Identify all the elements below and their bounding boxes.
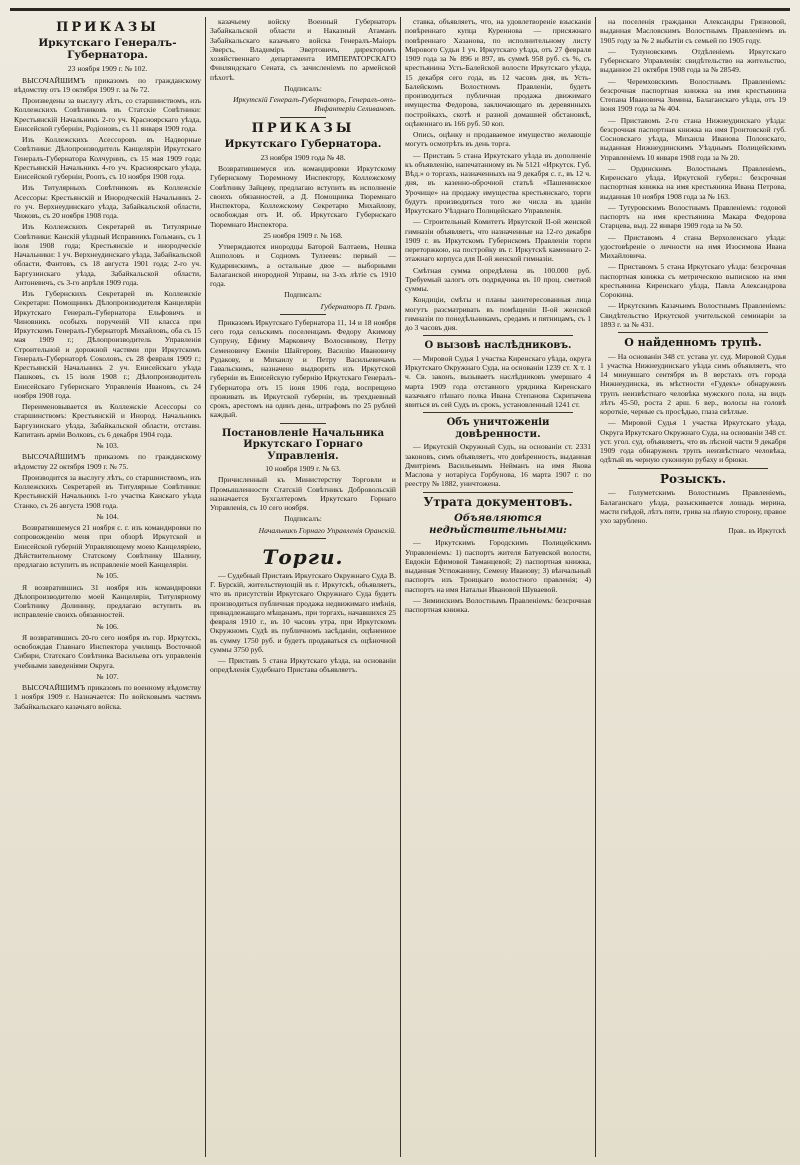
paragraph: — Приставомъ 2-го стана Нижнеудинскаго уѣзда: безсрочная паспортная книжка на имя Гронтовской губ. Сосновскаго уѣзда, Михаила Иванова Полонскаго, выданная Нижнеудинскимъ Уѣзднымъ Полицейскимъ Управленіемъ 10 января 1908 года за № 20. — [600, 115, 786, 162]
paragraph: — Иркутскій Окружный Судъ, на основаніи ст. 2331 законовъ, симъ объявляетъ, что довѣренность, выданная Дмитріемъ Васильевымъ Нейманъ на имя Якова Маслова у нотаріуса Горбунова, 16 марта 1907 г. по реестру № 1882, уничтожена. — [405, 442, 591, 489]
paragraph: Утверждаются инородцы Баторой Балтаевъ, Нешка Ашполовъ и Содномъ Тулзеевъ: первый — Кударинскимъ, а остальные двое — выборными Балаганской инородной Управы, на 3-хъ лѣтіе съ 1910 года. — [210, 242, 396, 289]
divider — [423, 492, 573, 493]
order-number: № 105. — [96, 571, 119, 581]
paragraph: Я возвратившись 20-го сего ноября въ гор. Иркутскъ, освобождая Главнаго Инспектора училищъ Восточной Сибири, Статскаго Совѣтника Васильева отъ управленія учебными заведеніями Округа. — [14, 632, 201, 670]
divider — [423, 335, 573, 336]
paragraph: — На основаніи 348 ст. устава уг. суд. Мировой Судья 1 участка Нижнеудинскаго уѣзда симъ объявляетъ, что 14 минувшаго сентября въ 8 верстахъ отъ города Нижнеудинска, въ мѣстности «Гудекъ» обнаруженъ трупъ неизвѣстнаго человѣка мужского пола, на видъ лѣтъ 45-50, роста 2 арш. 6 вер., волосы на головѣ короткіе, черные съ просѣдью, глаза свѣтлые. — [600, 351, 786, 417]
order-number: № 103. — [96, 441, 119, 451]
paragraph: — Мировой Судья 1 участка Киренскаго уѣзда, округа Иркутскаго Окружнаго Суда, на основаніи 1239 ст. X т. 1 ч. Св. законъ, вызываетъ наслѣдниковъ умершаго 4 марта 1909 года отставного урядника Киренскаго казачьяго пѣшаго полка Ивана Степанова Скрипачева явиться въ сей Судъ въ срокъ, установленный 1241 ст. — [405, 353, 591, 409]
paragraph: Изъ Коллежскихъ Секретарей въ Титулярные Совѣтники: Канскій уѣздный Исправникъ Гольманъ, съ 1 іюля 1908 года; Крестьянскіе и инородческіе Начальники: 1 уч. Верхнеудинскаго уѣзда, Забайкальской области, Фантовъ, съ 18 августа 1901 года; 2-го уч. Баргузинскаго уѣзда, Забайкальской области, Антоневичъ, съ 3-го апрѣля 1909 года. — [14, 222, 201, 287]
signed-label: Подписалъ: — [284, 83, 322, 93]
paragraph: Возвратившемуся изъ командировки Иркутскому Губернскому Тюремному Инспектору, Коллежскому Совѣтнику Зайцеву, предлагаю вступить въ исполненіе своихъ обязанностей, а Д. Помощника Тюремнаго Инспектора, Коллежскому Секретарю Михайлову, освобождая отъ И. об. Иркутскаго Губернскаго Тюремнаго Инспектора. — [210, 164, 396, 229]
paragraph: Я возвратившись 31 ноября изъ командировки Дѣлопроизводителю моей Канцеляріи, Титулярному Совѣтнику Долинину, предлагаю вступить въ исправленіе своихъ обязанностей. — [14, 582, 201, 620]
section-heading: Утрата документовъ. — [423, 494, 573, 509]
paragraph: Возвратившемуся 21 ноября с. г. изъ командировки по сопровожденію меня при обзорѣ Иркутской и Енисейской губерній Управляющему моею Канцеляріею, Дѣйствительному Статскому Совѣтнику Шалину, предлагаю вступить въ исправленіе моей Канцеляріи. — [14, 523, 201, 570]
section-title: ПРИКАЗЫ — [251, 120, 355, 136]
section-subheading: Объявляются недѣйствительными: — [429, 513, 567, 536]
column-1 — [10, 17, 205, 1157]
paragraph: ВЫСОЧАЙШИМЪ приказомъ по гражданскому вѣдомству 22 октября 1909 г. № 75. — [14, 452, 201, 471]
paragraph: — Иркутскимъ Городскимъ Полицейскимъ Управленіемъ: 1) паспортъ жителя Батуевской волости, Евдокіи Ефимовой Таманцевой; 2) паспортная книжка, выданная Устюжанину, Семену Иванову; 3) вѣнчальный паспортъ изъ Троицкаго волостного правленія; 4) паспортъ на имя Натальи Ивановой Шуваевой. — [405, 538, 591, 594]
paragraph: — Приставомъ 4 стана Верхоленскаго уѣзда: удостовѣреніе о личности на имя Изосимова Ивана Михайловича. — [600, 232, 786, 260]
paragraph: Причисленный къ Министерству Торговли и Промышленности Статскій Совѣтникъ Добровольскій назначается Бухгалтеромъ Иркутскаго Горнаго Управленія, съ 10 сего ноября. — [210, 475, 396, 513]
signed-label: Подписалъ: — [284, 514, 322, 524]
signature: Иркутскій Генералъ-Губернаторъ, Генералъ-отъ-Инфантеріи Селивановъ. — [233, 95, 396, 114]
column-2 — [205, 17, 400, 1157]
section-heading: Объ уничтоженіи довѣренности. — [446, 417, 550, 440]
paragraph: — Строительный Комитетъ Иркутской II-ой женской гимназіи объявляетъ, что назначенные на 12-го декабря 1909 г. въ Иркутскомъ Губернскомъ Правленіи торги переторжкою, на постройку въ г. Иркутскѣ каменнаго 2-этажнаго корпуса для II-ой женской гимназіи. — [405, 217, 591, 264]
paragraph: — Приставъ 5 стана Иркутскаго уѣзда, на основаніи опредѣленія Судебнаго Пристава объявляетъ. — [210, 656, 396, 675]
paragraph: — Мировой Судья 1 участка Иркутскаго уѣзда, Округа Иркутскаго Окружнаго Суда, на основаніи 348 ст. уст. угол. суд. объявляетъ, что въ лѣсной части 9 декабря 1909 года обнаруженъ трупъ неизвѣстнаго человѣка, одѣтый въ черную суконную рубаху и брюки. — [600, 418, 786, 465]
paragraph: ВЫСОЧАЙШИМЪ приказомъ по гражданскому вѣдомству отъ 19 октября 1909 г. за № 72. — [14, 75, 201, 94]
paragraph: Произведены за выслугу лѣтъ, со старшинствомъ, изъ Коллежскихъ Совѣтниковъ въ Статскіе Совѣтники: Крестьянскій Начальникъ 2-го уч. Красноярскаго уѣзда, Енисейской губерніи, Родіоновъ, съ 11 января 1909 года. — [14, 96, 201, 133]
section-heading: Постановленіе Начальника Иркутскаго Горнаго Управленія. — [221, 427, 385, 462]
column-4 — [595, 17, 790, 1157]
divider — [280, 538, 326, 539]
order-number: № 104. — [96, 511, 119, 521]
paragraph: ВЫСОЧАЙШИМЪ приказомъ по военному вѣдомству 1 ноября 1909 г. Назначается: По войсковымъ частямъ Забайкальскаго казачьяго войска. — [14, 683, 201, 711]
divider — [280, 314, 326, 315]
section-heading: О найденномъ трупѣ. — [624, 336, 762, 349]
paragraph: Смѣтная сумма опредѣлена въ 100.000 руб. Требуемый залогъ отъ подрядчика въ 10 проц. сметной суммы. — [405, 265, 591, 293]
section-subtitle: Иркутскаго Губернатора. — [224, 137, 382, 150]
section-heading: Розыскъ. — [659, 471, 727, 486]
paragraph: Изъ Титулярныхъ Совѣтниковъ въ Коллежскіе Асессоры: Крестьянскій и Инородческій Начальникъ 2-го уч. Верхнеудинскаго уѣзда, Забайкальской области, Чижовъ, съ 20 ноября 1908 года. — [14, 183, 201, 221]
paragraph: Приказомъ Иркутскаго Губернатора 11, 14 и 18 ноября сего года сельскимъ поселенцамъ Федору Акимову Супруну, Ефиму Марковичу Волосникову, Петру Семеновичу Еженіи Шайгерову, Василію Ивановичу Рудакову, и Михаилу и Петру Васильевичамъ Гавальскимъ, назначено выдворить изъ Иркутской губерніи въ Енисейскую губернію Иркутскаго Генералъ-Губернатора отъ 15 іюня 1906 года, воспрещено проживать въ Иркутской губерніи, въ трехдневный срокъ, арестомъ на одинъ день, штрафомъ по 25 рублей каждый. — [210, 317, 396, 420]
order-date: 23 ноября 1909 г. № 102. — [67, 64, 148, 74]
paragraph: — Приставомъ 5 стана Иркутскаго уѣзда: безсрочная паспортная книжка съ метрическою выпискою на имя крестьянина Киренскаго уѣзда, Павла Александрова Сорокина. — [600, 262, 786, 299]
divider — [618, 468, 768, 469]
divider — [423, 412, 573, 413]
paragraph: Переименовывается въ Коллежскіе Асессоры со старшинствомъ: Крестьянскій и Инород. Начальникъ Баргузинскаго уѣзда, Забайкальской области, отставн. Капитанъ арміи Волковъ, съ 6 декабря 1904 года. — [14, 402, 201, 439]
paragraph: — Тутуровскимъ Волостнымъ Правленіемъ: годовой паспортъ на имя крестьянина Макара Федорова Старцева, выд. 22 января 1909 года за № 50. — [600, 202, 786, 231]
paragraph: — Черемховскимъ Волостнымъ Правленіемъ: безсрочная паспортная книжка на имя крестьянина Степана Ивановича Зимина, Балаганскаго уѣзда, отъ 19 іюня 1909 года за № 404. — [600, 76, 786, 114]
order-number: № 106. — [96, 621, 119, 631]
paragraph: Производится за выслугу лѣтъ, со старшинствомъ, изъ Коллежскихъ Секретарей въ Титулярные Совѣтники: Крестьянскій Начальникъ 1-го участка Канскаго уѣзда Станко, съ 26 августа 1908 года. — [14, 472, 201, 510]
paragraph: — Приставъ 5 стана Иркутскаго уѣзда въ дополненіе къ объявленію, напечатанному въ № 5121 «Иркутск. Губ. Вѣд.» о торгахъ, назначенныхъ на 9 декабря с. г., въ 12 ч. дня, въ казенно-оброчной статьѣ «Пашенинское Урочище» на продажу имущества крестьянскаго, торги будутъ производиться того же числа въ зданіи Иркутскаго Уѣзднаго Полицейскаго Управленія. — [405, 150, 591, 215]
section-subtitle: Иркутскаго Генералъ-Губернатора. — [38, 37, 177, 62]
paragraph: Опись, оцѣнку и продаваемое имущество желающіе могутъ осмотрѣть въ день торга. — [405, 130, 591, 149]
order-date: 10 ноября 1909 г. № 63. — [265, 464, 341, 474]
divider — [618, 332, 768, 333]
paragraph: — Голуметскимъ Волостнымъ Правленіемъ, Балаганскаго уѣзда, разыскивается лошадь мерина, масти гнѣдой, лѣтъ пяти, грива на лѣвую сторону, правое ухо зарублено. — [600, 488, 786, 526]
paragraph: Кондиціи, смѣты и планы заинтересованныя лица могутъ разсматривать въ помѣщеніи II-ой женской гимназіи по понедѣльникамъ, средамъ и пятницамъ, съ 1 до 3 часовъ дня. — [405, 295, 591, 332]
paragraph: Изъ Губернскихъ Секретарей въ Коллежскіе Секретари: Помощникъ Дѣлопроизводителя Канцеляріи Иркутскаго Генералъ-Губернатора Ельфовичъ и Чиновникъ особыхъ порученій VII класса при Иркутскомъ Генералъ-Губернаторѣ Михайловъ, оба съ 15 мая 1909 г.; Дѣлопроизводитель Управленія Строительной и дорожной частями при Иркутскомъ Генералъ-Губернаторѣ Соколовъ, съ 28 февраля 1909 г.; Крестьянскій Начальникъ 2 уч. Енисейскаго уѣзда Пашковъ, съ 15 іюля 1908 г.; Дѣлопроизводитель Енисейскаго Губернскаго Управленія Ивановъ, съ 24 ноября 1908 года. — [14, 289, 201, 400]
divider — [280, 423, 326, 424]
order-number: № 107. — [96, 671, 119, 681]
signed-label: Подписалъ: — [284, 290, 322, 300]
torgi-heading: Торги. — [262, 544, 344, 569]
paragraph: Изъ Коллежскихъ Асессоровъ въ Надворные Совѣтники: Дѣлопроизводитель Канцеляріи Иркутскаго Генералъ-Губернатора Колчуринъ, съ 15 мая 1909 года; Крестьянскій Начальникъ 4-го уч. Красноярскаго уѣзда, Енисейской губерніи, Роопъ, съ 10 ноября 1908 года. — [14, 135, 201, 182]
paragraph: ставка, объявляетъ, что, на удовлетвореніе взысканія повѣреннаго купца Куреннова — присяжнаго повѣреннаго Хазанова, по исполнительному листу Мирового Судьи 1 уч. Иркутскаго уѣзда, отъ 27 февраля 1909 года за № 896 и 897, въ суммѣ 958 руб. съ %, съ крестьянина Усть-Балейской волости Иркутскаго уѣзда, 15 декабря сего года, въ 12 часовъ дня, въ Усть-Балейскомъ Волостномъ Правленіи, будетъ производиться публичная продажа движимаго имущества Федорова, заключающаго въ деревянныхъ постройкахъ, скотѣ и разной домашней обстановкѣ, оцѣненнаго въ 166 руб. 50 коп. — [405, 17, 591, 128]
signature: Начальникъ Горнаго Управленія Оранскій. — [258, 525, 396, 535]
top-rule — [10, 8, 790, 11]
signature: Губернаторъ П. Гранъ. — [320, 301, 396, 311]
paragraph: — Тулуновскимъ Отдѣленіемъ Иркутскаго Губернскаго Управленія: свидѣтельство на жительство, выданное 21 октября 1908 года за № 28549. — [600, 46, 786, 75]
paragraph: — Ординскимъ Волостнымъ Правленіемъ, Киренскаго уѣзда, Иркутской губерн.: безсрочная паспортная книжка на имя крестьянина Ивана Петрова, выданная 10 ноября 1908 года за № 163. — [600, 163, 786, 201]
divider — [280, 117, 326, 118]
paragraph: — Иркутскимъ Казачьимъ Волостнымъ Правленіемъ: Свидѣтельство Иркутской учительской семинаріи за 1893 г. за № 431. — [600, 301, 786, 329]
paragraph: — Судебный Приставъ Иркутскаго Окружнаго Суда В. Г. Бурскій, жительствующій въ г. Иркутскѣ, объявляетъ, что въ присутствіи Иркутскаго Окружнаго Суда будетъ производиться публичная продажа недвижимаго имѣнія, принадлежащаго мѣщанамъ, при торгахъ, начавшихся 25 февраля 1910 г., въ 10 часовъ утра, при Иркутскомъ Окружномъ Судѣ въ публичномъ засѣданіи, оцѣненное въ сумму 1750 руб. и будетъ продаваться съ оцѣночной суммы 3750 руб. — [210, 570, 396, 654]
footer-fragment: Прав.. въ Иркутскѣ — [728, 527, 786, 536]
order-date: 23 ноября 1909 года № 48. — [260, 152, 346, 162]
section-heading: О вызовѣ наслѣдниковъ. — [424, 340, 572, 352]
order-date: 25 ноября 1909 г. № 168. — [263, 230, 343, 240]
paragraph: — Зиминскимъ Волостнымъ Правленіемъ: безсрочная паспортная книжка. — [405, 595, 591, 615]
column-3 — [400, 17, 595, 1157]
paragraph: казачьему войску Военный Губернаторъ Забайкальской области и Наказный Атаманъ Забайкальскаго казачьяго войска Генералъ-Маіоръ Эверсъ, Владиміръ Эвертовичъ, директоромъ хозяйственнаго департамента ИМПЕРАТОРСКАГО Финляндскаго Сената, съ зачисленіемъ по армейской пѣхотѣ. — [210, 17, 396, 82]
paragraph: на поселенія гражданки Александры Грязновой, выданная Масловскимъ Волостнымъ Правленіемъ въ 1905 году за № 2 выбытіи съ семьей по 1905 году. — [600, 17, 786, 45]
section-title: ПРИКАЗЫ — [56, 20, 159, 35]
